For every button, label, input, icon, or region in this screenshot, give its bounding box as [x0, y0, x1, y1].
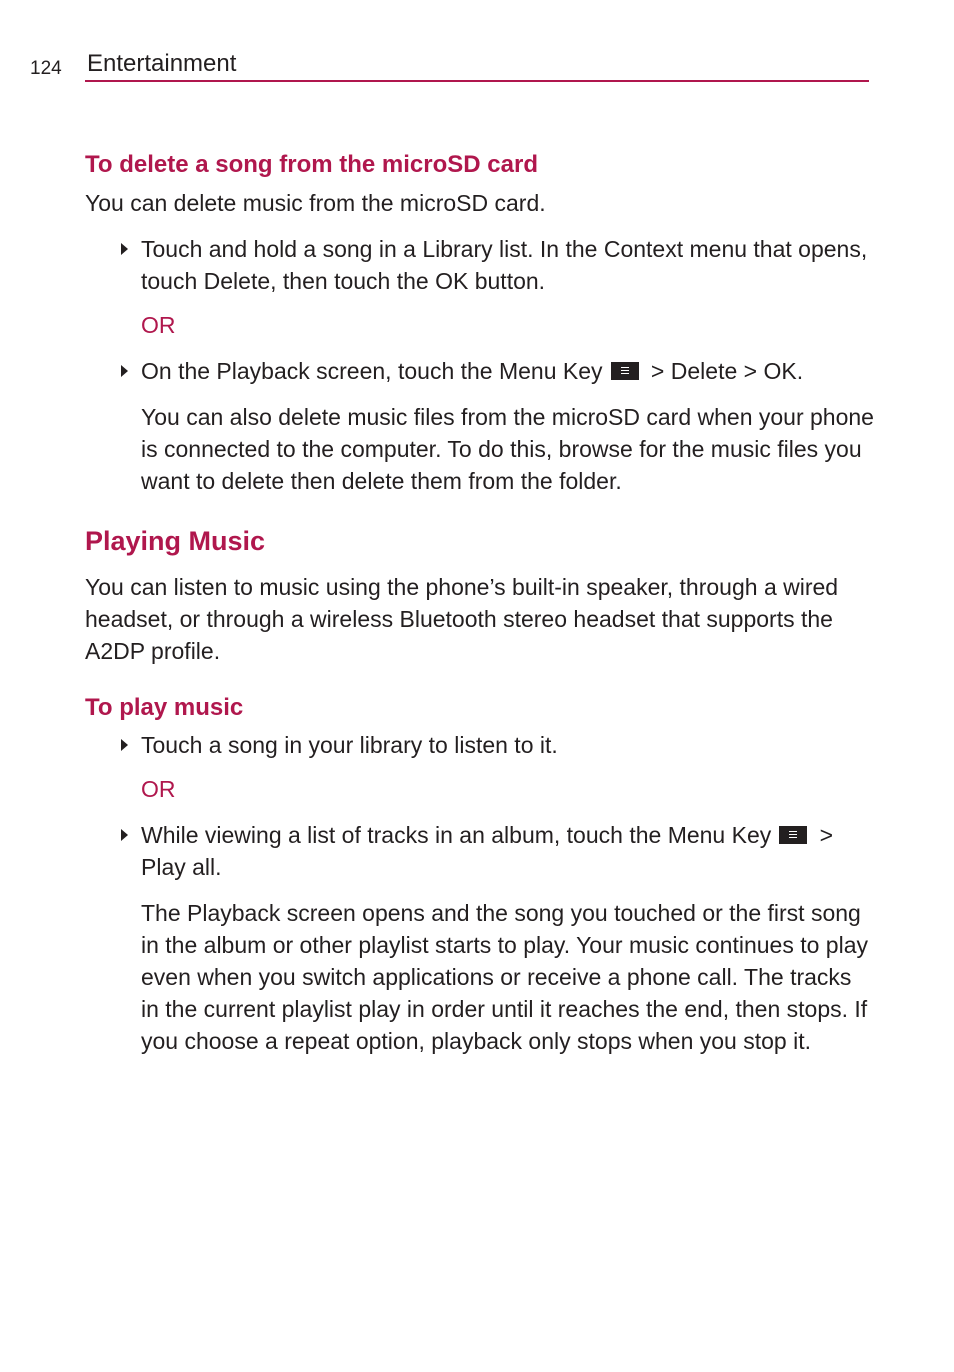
play-step-1: Touch a song in your library to listen to it. [85, 729, 875, 761]
menu-key-label: Menu Key [498, 358, 603, 384]
delete-keyword: Delete [670, 358, 738, 384]
menu-key-icon [611, 362, 639, 380]
play-all-keyword: Play all [141, 854, 216, 880]
play-music-title: To play music [85, 694, 244, 721]
menu-key-icon [779, 826, 807, 844]
play-step-2: While viewing a list of tracks in an album, touch the Menu Key > Play all. [85, 819, 875, 883]
page-number: 124 [30, 58, 62, 79]
menu-key-label: Menu Key [667, 822, 772, 848]
delete-song-intro: You can delete music from the microSD card. [85, 190, 546, 216]
playing-music-intro: You can listen to music using the phone’s built-in speaker, through a wired headset, or through a wireless Bluetooth stereo headset that supports the A2DP profile. [85, 574, 839, 664]
bullet-arrow-icon [121, 243, 128, 255]
section-title: Entertainment [87, 50, 237, 77]
bullet-arrow-icon [121, 829, 128, 841]
delete-note: You can also delete music files from the microSD card when your phone is connected to the computer. To do this, browse for the music files you want to delete then delete them from the folder. [141, 404, 874, 494]
delete-step-1: Touch and hold a song in a Library list. In the Context menu that opens, touch Delete, then touch the OK button. [85, 233, 875, 297]
page-content [85, 148, 875, 1057]
ok-keyword: OK [763, 358, 797, 384]
or-label: OR [141, 312, 176, 338]
or-label: OR [141, 776, 176, 802]
playing-music-heading: Playing Music [85, 526, 266, 556]
bullet-arrow-icon [121, 365, 128, 377]
ok-keyword: OK [435, 268, 469, 294]
play-note: The Playback screen opens and the song you touched or the first song in the album or other playlist starts to play. Your music continues to play even when you switch applications or receive a phone call. The tracks in the current playlist play in order until it reaches the end, then stops. If you choose a repeat option, playback only stops when you stop it. [141, 900, 869, 1054]
delete-song-title: To delete a song from the microSD card [85, 151, 538, 178]
page-header [30, 50, 870, 84]
bullet-arrow-icon [121, 739, 128, 751]
delete-step-2: On the Playback screen, touch the Menu Key > Delete > OK. [85, 355, 875, 387]
delete-keyword: Delete [203, 268, 271, 294]
header-rule [85, 80, 869, 82]
